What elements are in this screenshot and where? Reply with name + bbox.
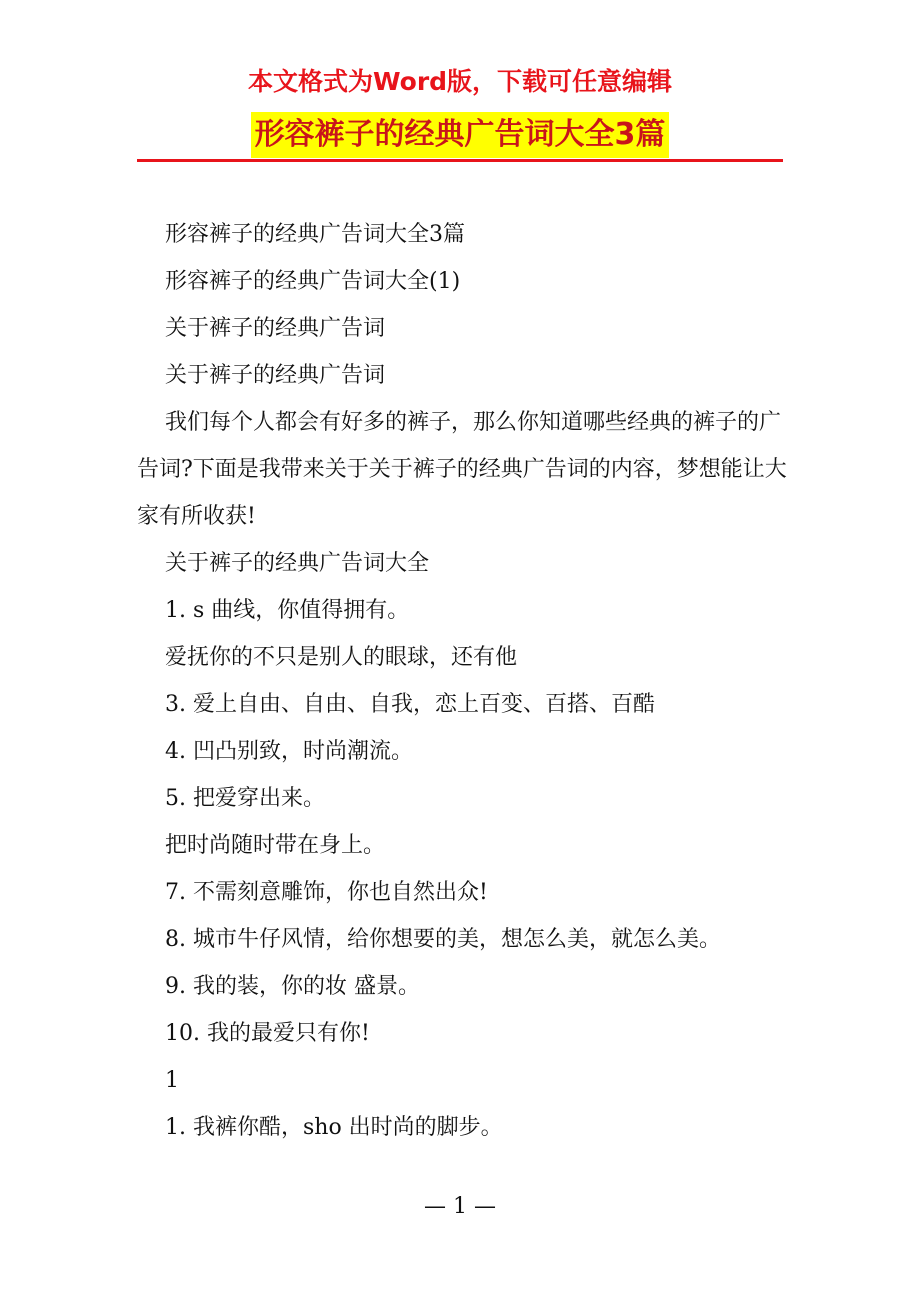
list-item: 1 — [165, 1068, 179, 1093]
list-item: 把时尚随时带在身上。 — [165, 833, 386, 858]
page-number: — 1 — — [424, 1194, 496, 1219]
intro-paragraph: 我们每个人都会有好多的裤子，那么你知道哪些经典的裤子的广告词?下面是我带来关于关于裤子的经典广告词的内容，梦想能让大家有所收获! — [137, 410, 787, 529]
list-item: 爱抚你的不只是别人的眼球，还有他 — [165, 645, 518, 670]
list-item: 10. 我的最爱只有你! — [165, 1021, 370, 1046]
body-line: 形容裤子的经典广告词大全(1) — [165, 269, 461, 294]
list-item: 3. 爱上自由、自由、自我，恋上百变、百搭、百酷 — [165, 692, 655, 717]
list-item: 5. 把爱穿出来。 — [165, 786, 325, 811]
list-item: 关于裤子的经典广告词大全 — [165, 551, 430, 576]
body-line: 形容裤子的经典广告词大全3篇 — [165, 222, 465, 247]
list-item: 9. 我的装，你的妆 盛景。 — [165, 974, 420, 999]
document-title: 形容裤子的经典广告词大全3篇 — [251, 112, 670, 158]
document-title-container — [0, 112, 920, 158]
document-body — [137, 211, 787, 1151]
title-underline-rule — [137, 159, 783, 162]
list-item: 1. 我裤你酷，sho 出时尚的脚步。 — [165, 1115, 503, 1140]
list-item: 1. s 曲线，你值得拥有。 — [165, 598, 410, 623]
body-line: 关于裤子的经典广告词 — [165, 363, 386, 388]
list-item: 4. 凹凸别致，时尚潮流。 — [165, 739, 413, 764]
download-notice: 本文格式为Word版，下载可任意编辑 — [247, 67, 673, 96]
list-item: 7. 不需刻意雕饰，你也自然出众! — [165, 880, 488, 905]
list-item: 8. 城市牛仔风情，给你想要的美，想怎么美，就怎么美。 — [165, 927, 721, 952]
body-line: 关于裤子的经典广告词 — [165, 316, 386, 341]
